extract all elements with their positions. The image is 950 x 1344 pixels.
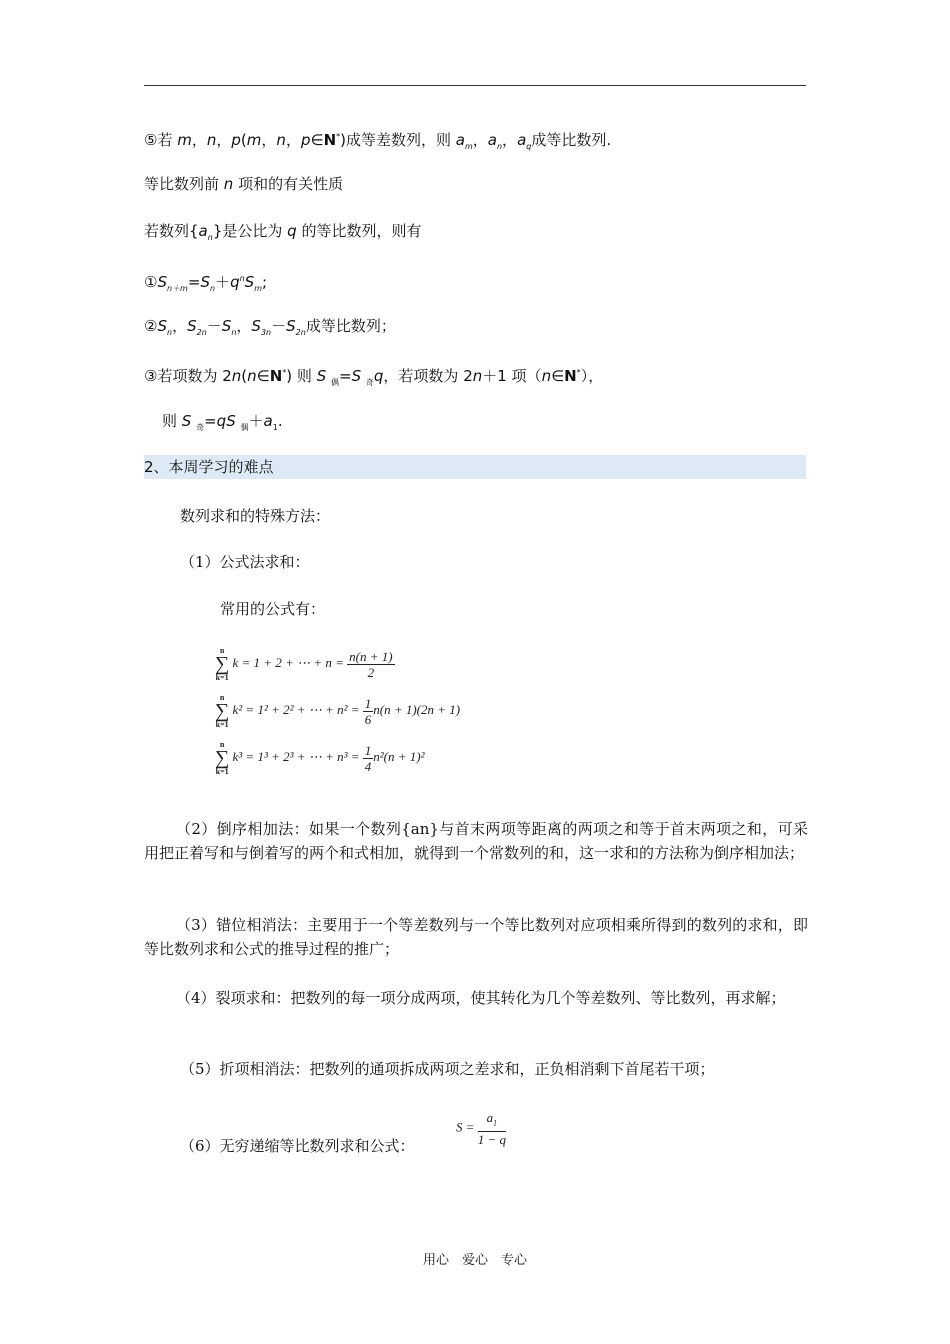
formula-sum-k3: n ∑ k=1 k³ = 1³ + 2³ + ⋯ + n³ = $\frac{1}{4}$ n²(n + 1)² [215, 740, 425, 776]
method-1-title: （1）公式法求和： [180, 553, 310, 571]
property-sum-3-cont: 则 S $_奇$=qS $_偶+a_1$. [162, 412, 283, 432]
header-rule [144, 85, 806, 86]
method-2: （2）倒序相加法：如果一个数列{an}与首末两项等距离的两项之和等于首末两项之和，可采用把正着写和与倒着写的两个和式相加，就得到一个常数列的和，这一求和的方法称为倒序相加法； [144, 820, 808, 862]
property-line-5: ⑤若 m，n，p(m，n，p∈N*)成等差数列，则 $a_m$，$a_n$，$a_q$成等比数列. [144, 131, 612, 151]
premise-line: 若数列$\{a_n\}$是公比为 q 的等比数列，则有 [144, 222, 422, 242]
method-3: （3）错位相消法：主要用于一个等差数列与一个等比数列对应项相乘所得到的数列的求和，即等比数列求和公式的推导过程的推广； [144, 916, 808, 958]
property-sum-3: ③若项数为 2n(n∈N*) 则 S $_偶$=S $_奇$q，若项数为 2n＋1 项（n∈N*）， [144, 367, 604, 387]
property-sum-1: $①S_{n+m}=S_n+q^nS_m$; [144, 273, 268, 293]
section-heading [144, 455, 806, 479]
formula-sum-k: n ∑ k=1 k = 1 + 2 + ⋯ + n = $\frac{n(n + 1)}{2}$ [215, 646, 393, 682]
methods-intro: 数列求和的特殊方法： [180, 507, 331, 525]
method-4: （4）裂项求和：把数列的每一项分成两项，使其转化为几个等差数列、等比数列，再求解； [176, 989, 786, 1007]
formula-infinite-geometric-sum: S = $\frac{a_1}{1 - q}$ [456, 1110, 507, 1147]
property-sum-2: $②S_n$，$S_{2n}-S_n$，$S_{3n}-S_{2n}$成等比数列； [144, 317, 396, 337]
section-title: 2、本周学习的难点 [144, 458, 274, 476]
method-6: （6）无穷递缩等比数列求和公式： [180, 1137, 415, 1155]
method-1-subtitle: 常用的公式有： [220, 600, 326, 618]
formula-sum-k2: n ∑ k=1 k² = 1² + 2² + ⋯ + n² = $\frac{1}{6}$ n(n + 1)(2n + 1) [215, 693, 461, 729]
subheading-geometric-sum-properties: 等比数列前 n 项和的有关性质 [144, 175, 344, 193]
method-5: （5）折项相消法：把数列的通项拆成两项之差求和，正负相消剩下首尾若干项； [180, 1060, 715, 1078]
page-footer: 用心 爱心 专心 [422, 1253, 527, 1268]
